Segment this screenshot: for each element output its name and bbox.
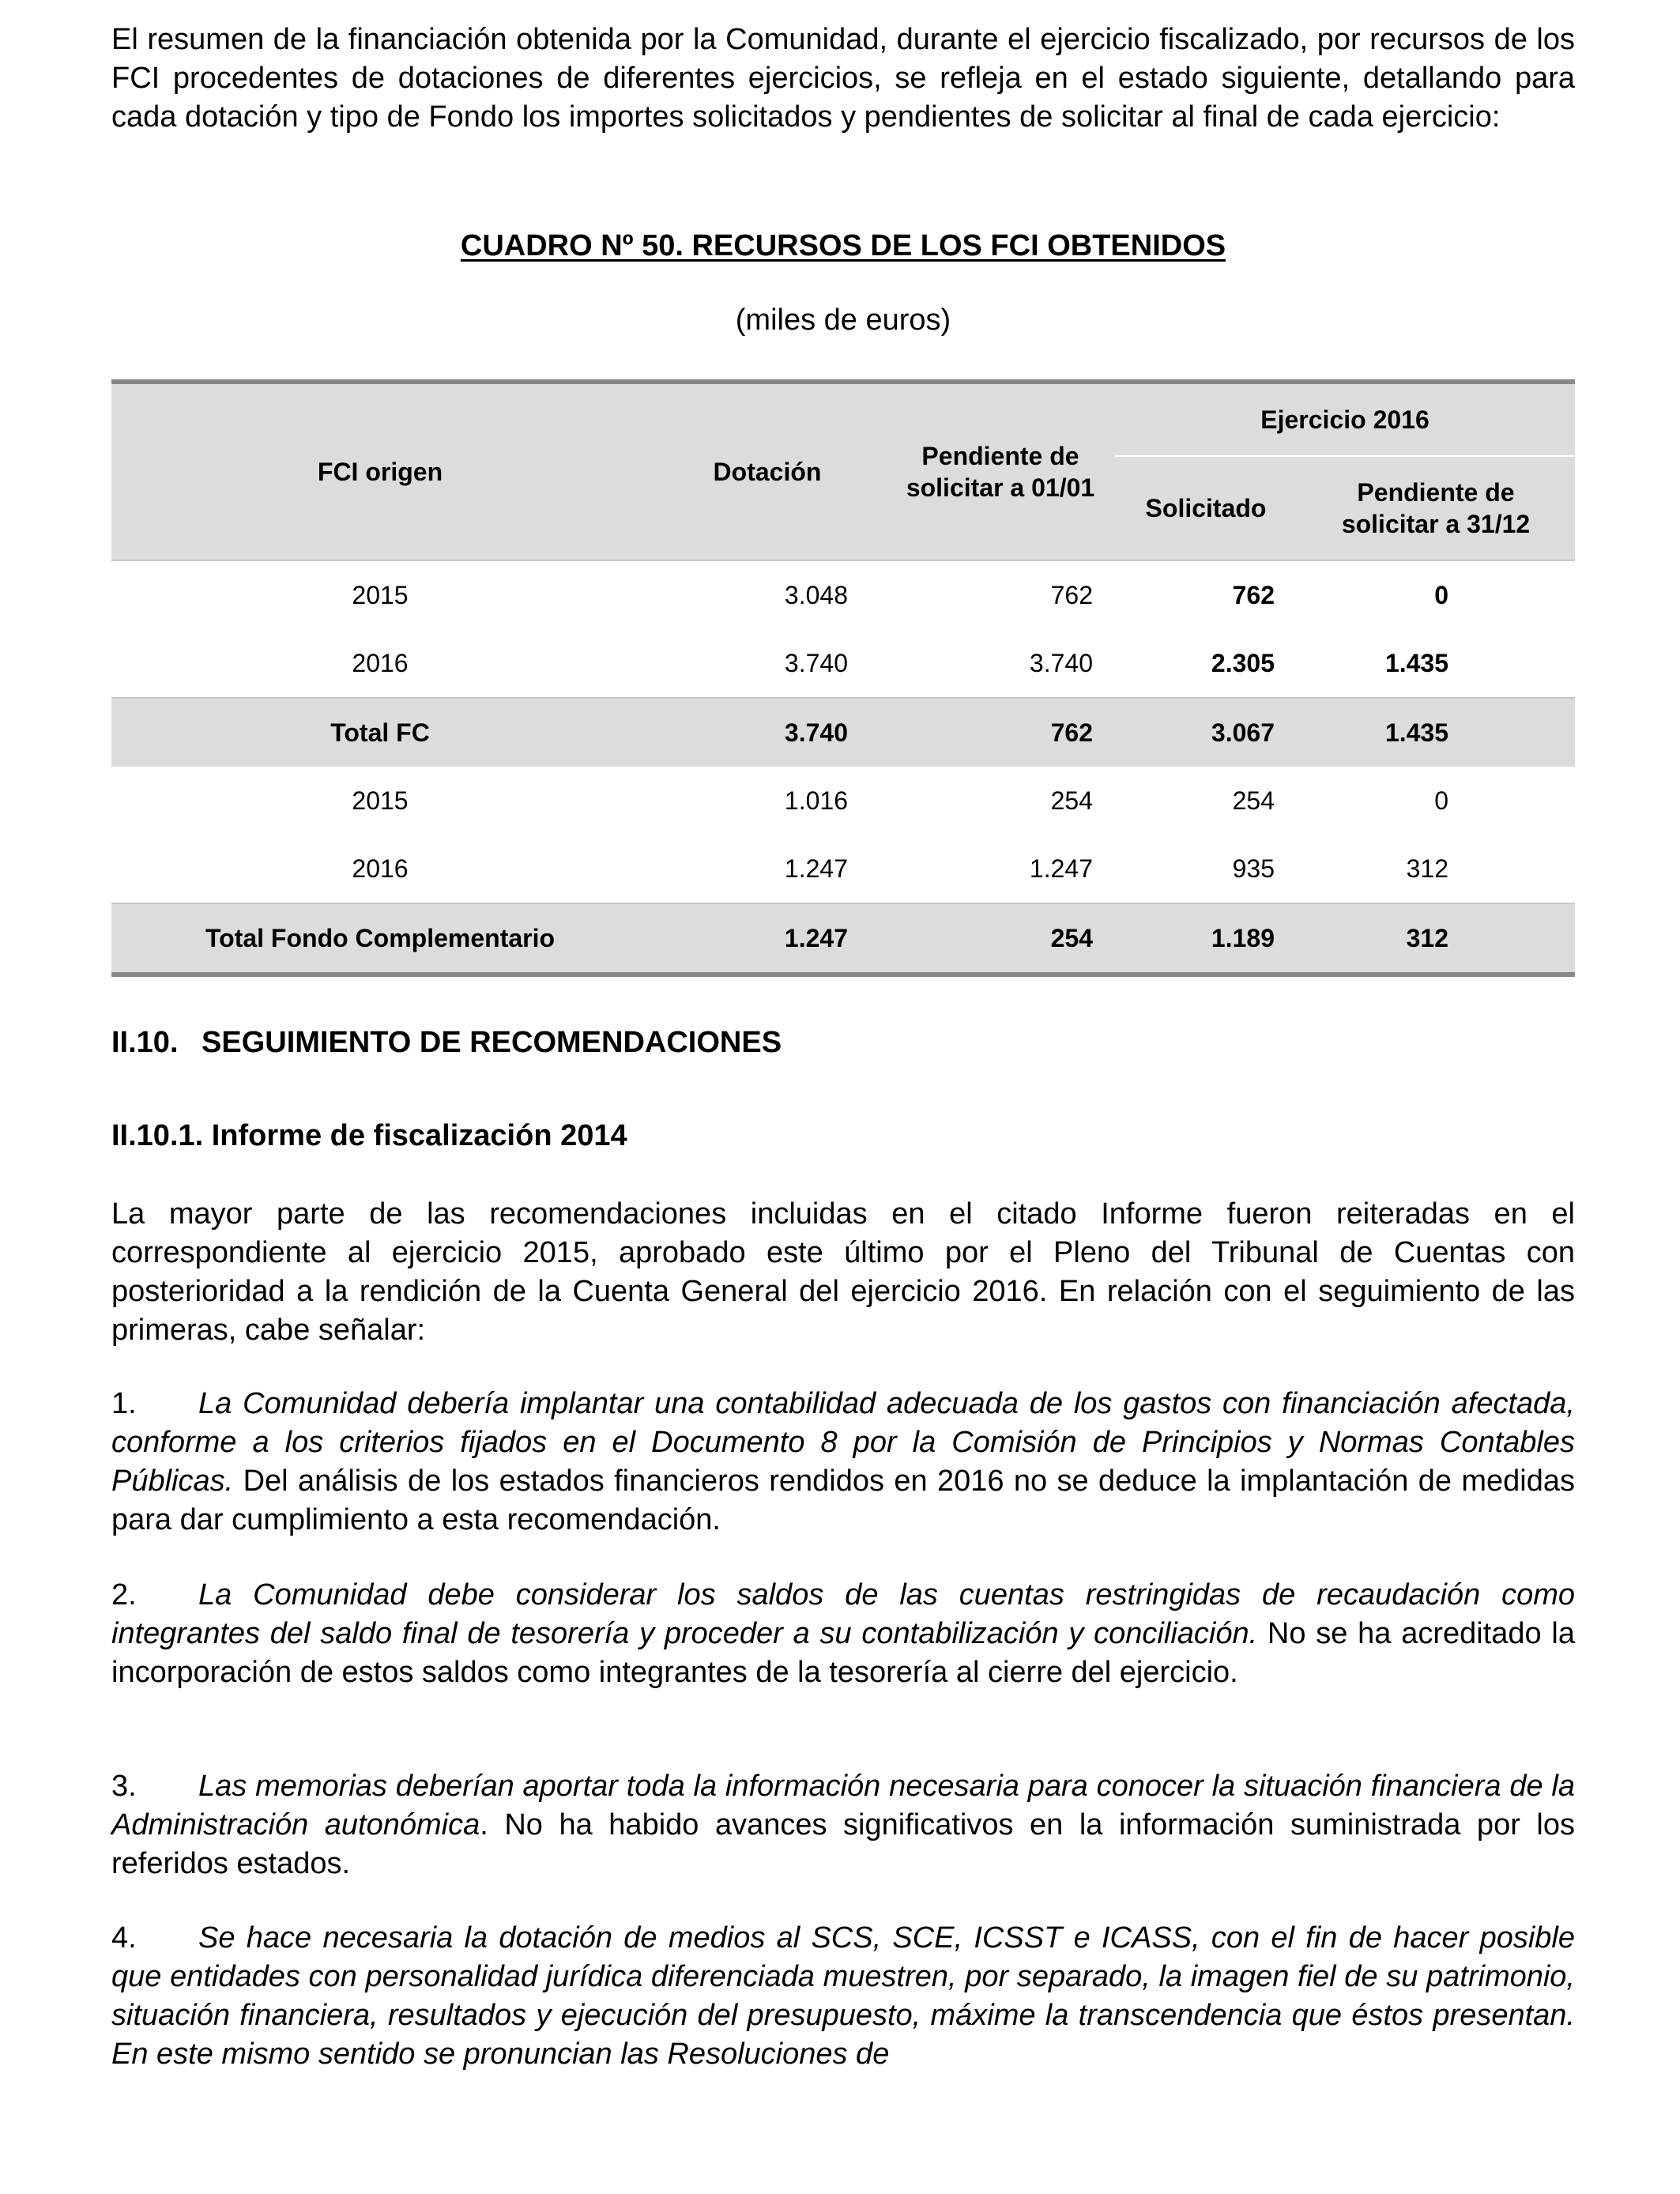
cell-origin: 2015 [352,786,409,815]
cell-pending-start: 762 [886,698,1115,767]
recommendation-number: 1. [111,1387,137,1420]
cell-solicitado: 1.189 [1115,903,1297,974]
header-pending-start: Pendiente de solicitar a 01/01 [886,382,1115,560]
table-row [111,629,1575,698]
table-units: (miles de euros) [735,303,951,337]
cell-pending-end: 0 [1434,786,1449,815]
cell-pending-end: 0 [1297,560,1575,629]
cell-solicitado: 3.067 [1115,698,1297,767]
recommendation-comment: No se ha acreditado la incorporación de estos saldos como integrantes de la tesorería al cierre del ejercicio. [111,1617,1575,1689]
recommendation-number: 2. [111,1578,137,1612]
header-solicitado: Solicitado [1115,456,1297,560]
cell-pending-start: 254 [1050,786,1093,815]
cell-origin: 2015 [111,560,649,629]
recommendation-quote: Se hace necesaria la dotación de medios al SCS, SCE, ICSST e ICASS, con el fin de hacer posible que entidades con personalidad jurídica diferenciada muestren, por separado, la imagen fiel de su patrimonio, situación financiera, resultados y ejecución del presupuesto, máxime la transcendencia que éstos presentan. En este mismo sentido se pronuncian las Resoluciones de [111,1921,1575,2071]
cell-origin: Total FC [111,698,649,767]
recommendation-quote: La Comunidad debería implantar una contabilidad adecuada de los gastos con financiación afectada, conforme a los criterios fijados en el Documento 8 por la Comisión de Principios y Normas Contables Públicas. [111,1387,1575,1498]
table-total-row [111,903,1575,974]
cell-pending-end: 312 [1406,854,1449,883]
cell-pending-end: 1.435 [1297,698,1575,767]
section-heading [111,1026,782,1060]
recommendation-quote: Las memorias deberían aportar toda la información necesaria para conocer la situación financiera de la Administración autonómica [111,1770,1575,1842]
header-pending-end: Pendiente de solicitar a 31/12 [1297,456,1575,560]
section-number: II.10. [111,1026,179,1059]
recommendation-comment: Del análisis de los estados financieros rendidos en 2016 no se deduce la implantación de medidas para dar cumplimiento a esta recomendación. [111,1465,1575,1536]
fci-resources-table [111,379,1575,977]
table-row [111,835,1575,903]
cell-dotacion: 1.247 [784,854,848,883]
table-row [111,560,1575,629]
recommendation-item [111,1919,1575,2074]
cell-solicitado: 2.305 [1211,649,1275,677]
cell-pending-start: 762 [886,560,1115,629]
cell-dotacion: 3.740 [649,698,886,767]
recommendation-number: 4. [111,1921,137,1955]
cell-solicitado: 935 [1232,854,1275,883]
follow-up-paragraph: La mayor parte de las recomendaciones incluidas en el citado Informe fueron reiteradas en el correspondiente al ejercicio 2015, aprobado este último por el Pleno del Tribunal de Cuentas con posterioridad a la rendición de la Cuenta General del ejercicio 2016. En relación con el seguimiento de las primeras, cabe señalar: [111,1197,1575,1347]
recommendation-number: 3. [111,1770,137,1803]
subsection-heading: II.10.1. Informe de fiscalización 2014 [111,1119,627,1152]
recommendation-item [111,1385,1575,1540]
table-row [111,767,1575,835]
cell-pending-start: 254 [886,903,1115,974]
recommendation-item [111,1576,1575,1692]
fci-table-container [111,379,1575,977]
table-title: CUADRO Nº 50. RECURSOS DE LOS FCI OBTENIDOS [460,229,1226,262]
table-total-row [111,698,1575,767]
cell-solicitado: 254 [1232,786,1275,815]
header-group-ejercicio: Ejercicio 2016 [1115,382,1575,456]
cell-solicitado: 762 [1115,560,1297,629]
cell-dotacion: 3.740 [784,649,848,677]
header-dotacion: Dotación [649,382,886,560]
recommendation-quote: La Comunidad debe considerar los saldos de las cuentas restringidas de recaudación como integrantes del saldo final de tesorería y proceder a su contabilización y conciliación. [111,1578,1575,1650]
cell-origin: Total Fondo Complementario [111,903,649,974]
recommendation-comment: . No ha habido avances significativos en la información suministrada por los referidos estados. [111,1808,1575,1880]
cell-origin: 2016 [352,649,409,677]
recommendation-item [111,1767,1575,1883]
intro-paragraph: El resumen de la financiación obtenida por la Comunidad, durante el ejercicio fiscalizado, por recursos de los FCI procedentes de dotaciones de diferentes ejercicios, se refleja en el estado siguiente, detallando para cada dotación y tipo de Fondo los importes solicitados y pendientes de solicitar al final de cada ejercicio: [111,23,1575,134]
header-fci-origin: FCI origen [111,382,649,560]
cell-dotacion: 1.016 [784,786,848,815]
cell-dotacion: 1.247 [649,903,886,974]
cell-pending-start: 3.740 [1029,649,1093,677]
cell-pending-start: 1.247 [1029,854,1093,883]
cell-pending-end: 312 [1297,903,1575,974]
cell-dotacion: 3.048 [649,560,886,629]
cell-pending-end: 1.435 [1384,649,1449,677]
section-title: SEGUIMIENTO DE RECOMENDACIONES [202,1026,782,1059]
cell-origin: 2016 [352,854,409,883]
